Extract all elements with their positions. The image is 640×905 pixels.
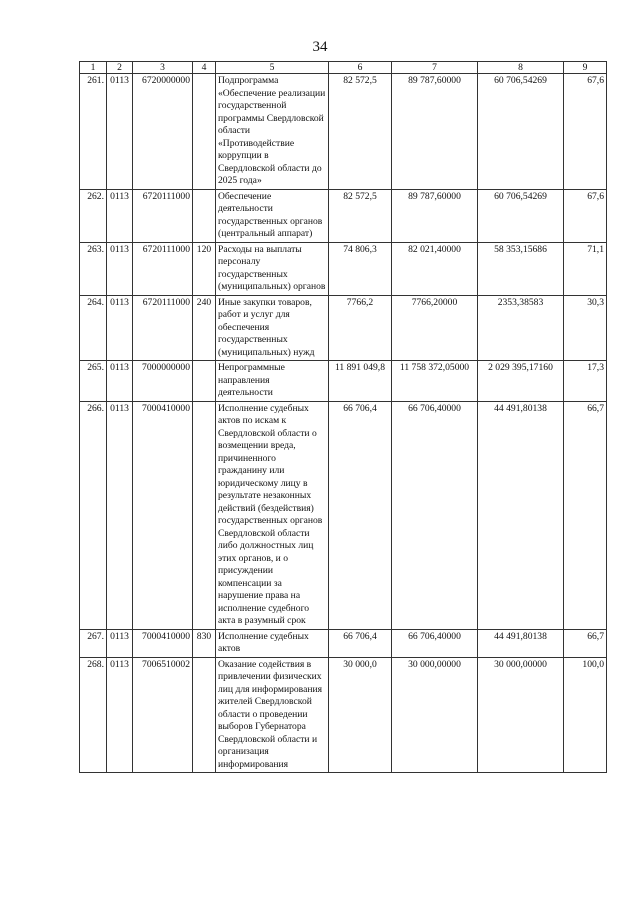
table-row <box>80 361 607 402</box>
table-header-row <box>80 62 607 74</box>
executed-amount: 2353,38583 <box>478 295 564 361</box>
header-cell: 6 <box>329 62 392 74</box>
section-code: 0113 <box>107 629 133 657</box>
expense-type-code <box>193 657 216 773</box>
execution-percent: 100,0 <box>564 657 607 773</box>
refined-amount: 66 706,40000 <box>392 629 478 657</box>
refined-amount: 89 787,60000 <box>392 74 478 190</box>
executed-amount: 44 491,80138 <box>478 401 564 629</box>
header-cell: 4 <box>193 62 216 74</box>
item-name: Подпрограмма «Обеспечение реализации государственной программы Свердловской области «Противодействие коррупции в Свердловской области до 2025 года» <box>216 74 329 190</box>
expense-type-code <box>193 189 216 242</box>
table-row <box>80 401 607 629</box>
item-name: Исполнение судебных актов по искам к Свердловской области о возмещении вреда, причиненного гражданину или юридическому лицу в результате незаконных действий (бездействия) государственных органов Свердловской области либо должностных лиц этих органов, и о присуждении компенсации за нарушение права на исполнение судебного акта в разумный срок <box>216 401 329 629</box>
target-article-code: 7006510002 <box>133 657 193 773</box>
planned-amount: 30 000,0 <box>329 657 392 773</box>
planned-amount: 7766,2 <box>329 295 392 361</box>
section-code: 0113 <box>107 361 133 402</box>
expense-type-code <box>193 361 216 402</box>
refined-amount: 82 021,40000 <box>392 242 478 295</box>
expense-type-code: 830 <box>193 629 216 657</box>
execution-percent: 67,6 <box>564 74 607 190</box>
planned-amount: 11 891 049,8 <box>329 361 392 402</box>
expense-type-code: 120 <box>193 242 216 295</box>
execution-percent: 66,7 <box>564 629 607 657</box>
table-row <box>80 295 607 361</box>
execution-percent: 67,6 <box>564 189 607 242</box>
header-cell: 9 <box>564 62 607 74</box>
refined-amount: 66 706,40000 <box>392 401 478 629</box>
planned-amount: 66 706,4 <box>329 629 392 657</box>
executed-amount: 2 029 395,17160 <box>478 361 564 402</box>
row-number: 264. <box>80 295 107 361</box>
section-code: 0113 <box>107 74 133 190</box>
item-name: Иные закупки товаров, работ и услуг для обеспечения государственных (муниципальных) нужд <box>216 295 329 361</box>
planned-amount: 74 806,3 <box>329 242 392 295</box>
target-article-code: 6720111000 <box>133 242 193 295</box>
table-row <box>80 74 607 190</box>
section-code: 0113 <box>107 401 133 629</box>
section-code: 0113 <box>107 242 133 295</box>
target-article-code: 6720000000 <box>133 74 193 190</box>
expense-type-code <box>193 74 216 190</box>
target-article-code: 6720111000 <box>133 189 193 242</box>
item-name: Исполнение судебных актов <box>216 629 329 657</box>
section-code: 0113 <box>107 657 133 773</box>
execution-percent: 66,7 <box>564 401 607 629</box>
planned-amount: 82 572,5 <box>329 74 392 190</box>
row-number: 266. <box>80 401 107 629</box>
header-cell: 1 <box>80 62 107 74</box>
table-row <box>80 189 607 242</box>
executed-amount: 60 706,54269 <box>478 189 564 242</box>
executed-amount: 60 706,54269 <box>478 74 564 190</box>
expense-type-code: 240 <box>193 295 216 361</box>
table-row <box>80 629 607 657</box>
target-article-code: 7000410000 <box>133 401 193 629</box>
section-code: 0113 <box>107 295 133 361</box>
header-cell: 3 <box>133 62 193 74</box>
target-article-code: 7000000000 <box>133 361 193 402</box>
row-number: 265. <box>80 361 107 402</box>
target-article-code: 6720111000 <box>133 295 193 361</box>
refined-amount: 89 787,60000 <box>392 189 478 242</box>
table-row <box>80 242 607 295</box>
budget-table <box>79 61 607 773</box>
refined-amount: 7766,20000 <box>392 295 478 361</box>
row-number: 267. <box>80 629 107 657</box>
refined-amount: 30 000,00000 <box>392 657 478 773</box>
execution-percent: 17,3 <box>564 361 607 402</box>
row-number: 268. <box>80 657 107 773</box>
execution-percent: 71,1 <box>564 242 607 295</box>
item-name: Обеспечение деятельности государственных органов (центральный аппарат) <box>216 189 329 242</box>
executed-amount: 44 491,80138 <box>478 629 564 657</box>
target-article-code: 7000410000 <box>133 629 193 657</box>
row-number: 262. <box>80 189 107 242</box>
item-name: Расходы на выплаты персоналу государственных (муниципальных) органов <box>216 242 329 295</box>
page-number: 34 <box>312 39 328 55</box>
item-name: Непрограммные направления деятельности <box>216 361 329 402</box>
expense-type-code <box>193 401 216 629</box>
executed-amount: 58 353,15686 <box>478 242 564 295</box>
item-name: Оказание содействия в привлечении физических лиц для информирования жителей Свердловской области о проведении выборов Губернатора Свердловской области и организация информирования <box>216 657 329 773</box>
planned-amount: 82 572,5 <box>329 189 392 242</box>
row-number: 261. <box>80 74 107 190</box>
refined-amount: 11 758 372,05000 <box>392 361 478 402</box>
header-cell: 8 <box>478 62 564 74</box>
header-cell: 2 <box>107 62 133 74</box>
table-row <box>80 657 607 773</box>
planned-amount: 66 706,4 <box>329 401 392 629</box>
row-number: 263. <box>80 242 107 295</box>
header-cell: 7 <box>392 62 478 74</box>
section-code: 0113 <box>107 189 133 242</box>
execution-percent: 30,3 <box>564 295 607 361</box>
header-cell: 5 <box>216 62 329 74</box>
executed-amount: 30 000,00000 <box>478 657 564 773</box>
